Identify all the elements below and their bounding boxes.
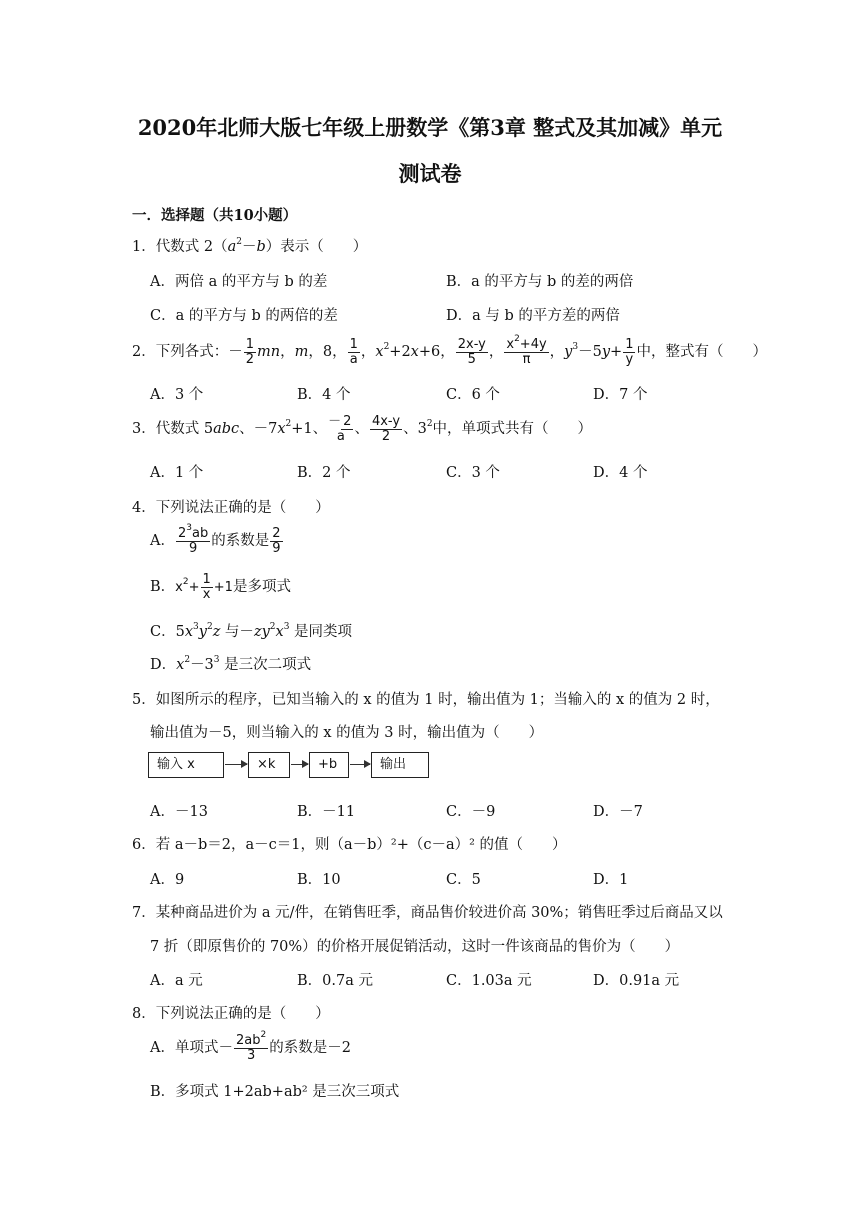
flow-arrow bbox=[225, 764, 247, 765]
q4-option-d: D．$x^2-3^3$ 是三次二项式 bbox=[150, 655, 312, 673]
q7-line-1: 7．某种商品进价为 a 元/件，在销售旺季，商品售价较进价高 30%；销售旺季过后商品又以 bbox=[132, 905, 723, 921]
q4-option-c: C．$5x^3y^2z$ 与$-zy^2x^3$ 是同类项 bbox=[150, 622, 353, 640]
section-heading: 一．选择题（共10小题） bbox=[132, 207, 298, 224]
title-line-1: 2020年北师大版七年级上册数学《第3章 整式及其加减》单元 bbox=[137, 115, 723, 140]
q6-option-a: A．9 bbox=[150, 872, 185, 888]
q8-option-b: B．多项式 1+2ab+ab² 是三次三项式 bbox=[150, 1084, 400, 1100]
q6-option-b: B．10 bbox=[297, 872, 341, 888]
q6-stem: 6．若 a－b＝2，a－c＝1，则（a－b）²+（c－a）² 的值（ ） bbox=[132, 837, 567, 853]
q5-option-b: B．－11 bbox=[297, 804, 356, 820]
q4-option-a: A． $\frac{2^3ab}{9}$ 的系数是 $\frac{2}{9}$ bbox=[150, 522, 281, 556]
q4-stem: 4．下列说法正确的是（ ） bbox=[132, 500, 330, 516]
q1-option-d: D．a 与 b 的平方差的两倍 bbox=[446, 308, 620, 324]
q2-option-d: D．7 个 bbox=[593, 387, 648, 403]
q6-option-c: C．5 bbox=[446, 872, 481, 888]
q2-option-b: B．4 个 bbox=[297, 387, 351, 403]
q7-line-2: 7 折（即原售价的 70%）的价格开展促销活动，这时一件该商品的售价为（ ） bbox=[150, 939, 680, 955]
q7-option-b: B．0.7a 元 bbox=[297, 973, 373, 989]
q3-option-b: B．2 个 bbox=[297, 465, 351, 481]
flow-arrow bbox=[291, 764, 308, 765]
q4-option-b: B．$x^2+$ $\frac{1}{x}$ +1是多项式 bbox=[150, 571, 291, 602]
q6-option-d: D．1 bbox=[593, 872, 629, 888]
q1-stem: 1．代数式 $2(a^2-b)$表示（ ） bbox=[132, 237, 368, 255]
q8-option-a: A．单项式－ $\frac{2ab^2}{3}$ 的系数是－2 bbox=[150, 1029, 351, 1063]
q5-option-c: C．－9 bbox=[446, 804, 496, 820]
title-line-2: 测试卷 bbox=[398, 161, 462, 186]
q5-line-1: 5．如图所示的程序，已知当输入的 x 的值为 1 时，输出值为 1；当输入的 x 的值为 2 时， bbox=[132, 692, 720, 708]
q1-option-a: A．两倍 a 的平方与 b 的差 bbox=[150, 274, 328, 290]
q3-option-d: D．4 个 bbox=[593, 465, 648, 481]
q5-line-2: 输出值为－5，则当输入的 x 的值为 3 时，输出值为（ ） bbox=[150, 725, 544, 741]
flow-box-add: +b bbox=[309, 752, 349, 778]
q2-option-c: C．6 个 bbox=[446, 387, 500, 403]
flow-box-input: 输入 x bbox=[148, 752, 224, 778]
q3-option-a: A．1 个 bbox=[150, 465, 204, 481]
flow-box-output: 输出 bbox=[371, 752, 429, 778]
q3-stem: 3．代数式 5abc、$-7x^2+1$、－ 2 a 、 $\frac{4x-y}{2}$ 、$3^2$中，单项式共有（ ） bbox=[132, 413, 593, 444]
q1-option-c: C．a 的平方与 b 的两倍的差 bbox=[150, 308, 338, 324]
q7-option-a: A．a 元 bbox=[150, 973, 203, 989]
flow-arrow bbox=[350, 764, 370, 765]
q7-option-d: D．0.91a 元 bbox=[593, 973, 680, 989]
q5-option-d: D．－7 bbox=[593, 804, 643, 820]
q2-stem: 2．下列各式：－ $\frac{1}{2}$ mn，m，8， $\frac{1}{a}$ ，$x^2+2x+6$， $\frac{2x-y}{5}$ ， $\frac{x^2+4y}{\pi}$ ，$y^3-5y+$ $\frac{1}{y}$ 中，整式有（ ） bbox=[132, 333, 767, 367]
q5-option-a: A．－13 bbox=[150, 804, 208, 820]
q7-option-c: C．1.03a 元 bbox=[446, 973, 532, 989]
q1-option-b: B．a 的平方与 b 的差的两倍 bbox=[446, 274, 634, 290]
q3-option-c: C．3 个 bbox=[446, 465, 500, 481]
q8-stem: 8．下列说法正确的是（ ） bbox=[132, 1006, 330, 1022]
q2-option-a: A．3 个 bbox=[150, 387, 204, 403]
flow-box-multiply: ×k bbox=[248, 752, 290, 778]
